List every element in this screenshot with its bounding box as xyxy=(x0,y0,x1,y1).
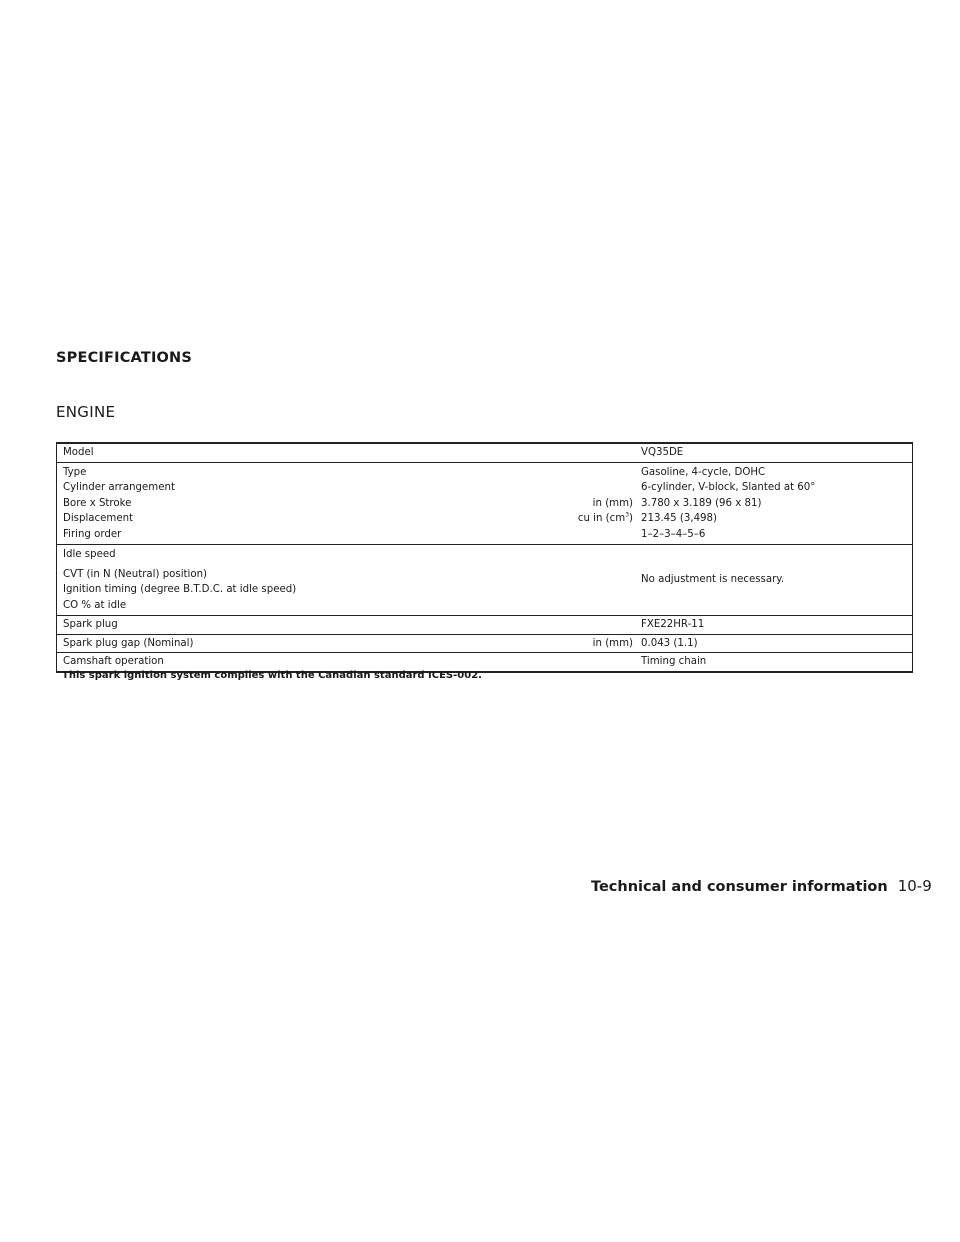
row-unit xyxy=(443,545,641,616)
row-units xyxy=(443,462,641,545)
table-row-spark-plug-gap xyxy=(57,634,913,653)
value-bore-stroke: 3.780 x 3.189 (96 x 81) xyxy=(641,497,762,509)
label-displacement: Displacement xyxy=(63,513,134,524)
compliance-note: This spark ignition system complies with the Canadian standard ICES-002. xyxy=(62,670,482,681)
row-label: Spark plug gap (Nominal) xyxy=(57,634,444,653)
label-cylinder-arrangement: Cylinder arrangement xyxy=(63,482,175,493)
unit-bore-stroke: in (mm) xyxy=(592,497,633,509)
page-footer xyxy=(591,876,932,895)
row-unit xyxy=(443,616,641,635)
subsection-title: ENGINE xyxy=(56,403,116,421)
unit-type xyxy=(443,465,633,481)
row-label: Model xyxy=(57,443,444,462)
unit-cylinder-arrangement xyxy=(443,480,633,496)
label-co-idle: CO % at idle xyxy=(63,599,127,611)
row-value: VQ35DE xyxy=(641,443,913,462)
label-ignition-timing: Ignition timing (degree B.T.D.C. at idle speed) xyxy=(63,584,297,595)
table-row-spark-plug xyxy=(57,616,913,635)
table-row-model xyxy=(57,443,913,462)
row-unit xyxy=(443,653,641,672)
page-number: 10-9 xyxy=(897,877,932,895)
row-unit xyxy=(443,443,641,462)
table-row-idle xyxy=(57,545,913,616)
row-labels xyxy=(57,545,444,616)
value-firing-order: 1–2–3–4–5–6 xyxy=(641,528,706,540)
unit-displacement-text: cu in (cm xyxy=(577,513,626,524)
row-labels xyxy=(57,462,444,545)
row-value: Timing chain xyxy=(641,653,913,672)
row-value: FXE22HR-11 xyxy=(641,616,913,635)
row-values xyxy=(641,462,913,545)
unit-displacement-close: ) xyxy=(629,513,633,524)
section-title: SPECIFICATIONS xyxy=(56,350,193,366)
table-row-camshaft xyxy=(57,653,913,672)
row-label: Camshaft operation xyxy=(57,653,444,672)
row-label: Spark plug xyxy=(57,616,444,635)
value-cylinder-arrangement: 6-cylinder, V-block, Slanted at 60° xyxy=(641,482,816,493)
unit-displacement xyxy=(443,511,633,527)
label-cvt: CVT (in N (Neutral) position) xyxy=(63,568,208,580)
value-type: Gasoline, 4-cycle, DOHC xyxy=(641,466,766,478)
label-idle-speed: Idle speed xyxy=(63,549,116,560)
row-value: No adjustment is necessary. xyxy=(641,545,913,616)
label-firing-order: Firing order xyxy=(63,528,122,540)
table-row-general xyxy=(57,462,913,545)
engine-spec-table xyxy=(56,442,913,673)
unit-displacement-sup: 3 xyxy=(625,511,630,519)
unit-firing-order xyxy=(443,527,633,543)
footer-title: Technical and consumer information xyxy=(591,879,888,895)
row-unit: in (mm) xyxy=(592,637,633,649)
label-bore-stroke: Bore x Stroke xyxy=(63,497,132,509)
row-value: 0.043 (1.1) xyxy=(641,634,913,653)
label-type: Type xyxy=(63,466,87,478)
value-displacement: 213.45 (3,498) xyxy=(641,513,717,524)
